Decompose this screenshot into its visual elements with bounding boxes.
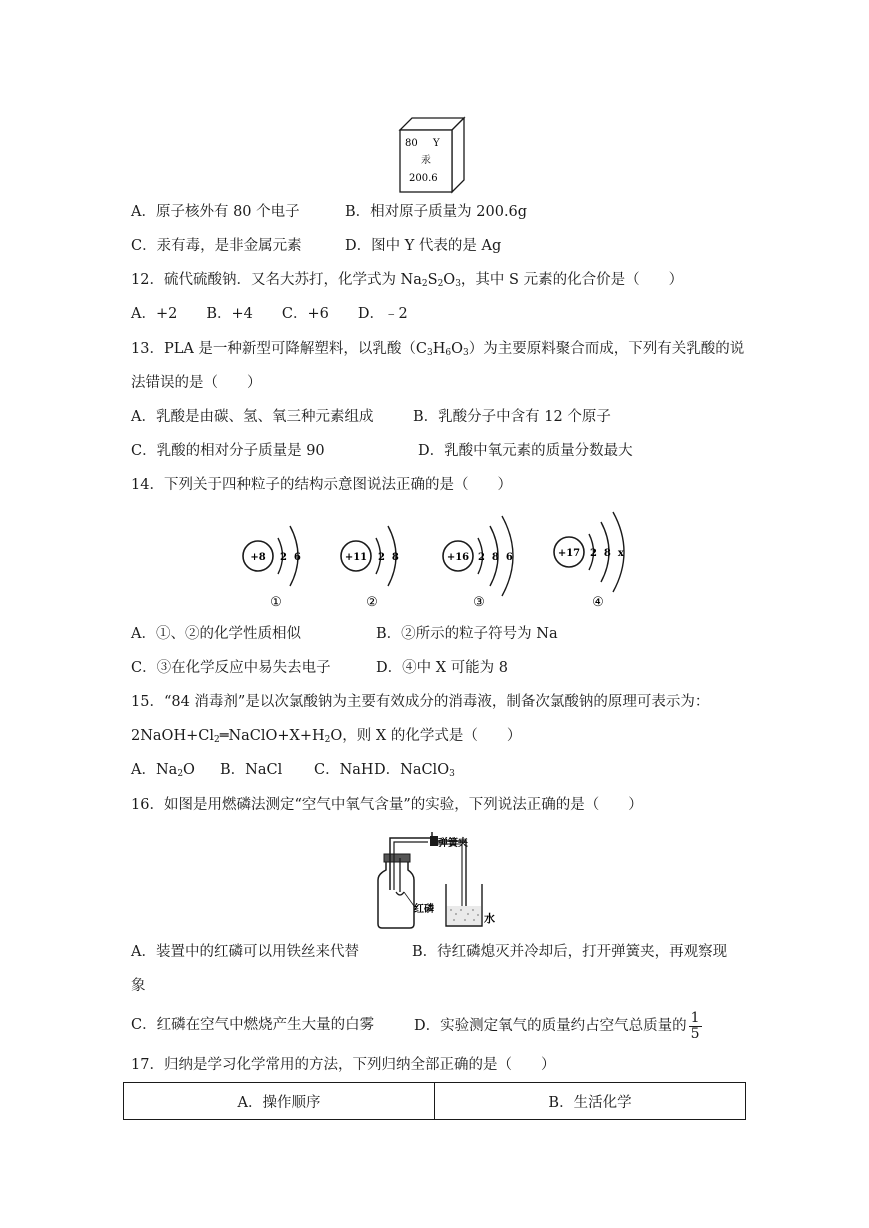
q16-option-a: A．装置中的红磷可以用铁丝来代替 [131,944,359,960]
element-number: 80 [405,138,418,149]
atom-diagram-1 [243,526,301,610]
q11-option-a: A．原子核外有 80 个电子 [131,204,300,220]
q15-option-b: B．NaCl [220,762,283,778]
clip-label: 弹簧夹 [438,838,468,849]
q16-option-b-continued: 象 [131,978,146,994]
q11-option-b: B．相对原子质量为 200.6g [345,204,528,220]
table-header-b: B．生活化学 [435,1083,746,1120]
fraction-one-fifth: $\frac{1}{5}$ [690,1009,700,1042]
q15-option-c: C．NaH [314,762,374,778]
nucleus-label-1: +8 [250,552,266,563]
shell-label-2: 2 8 [378,552,399,563]
element-tile-figure [397,108,467,194]
q16-option-b: B．待红磷熄灭并冷却后，打开弹簧夹，再观察现 [412,944,728,960]
shell-label-4: 2 8 x [590,548,624,559]
table-header-a: A．操作顺序 [124,1083,435,1120]
diagram-number-1: ① [270,595,282,610]
q11-option-c: C．汞有毒，是非金属元素 [131,238,302,254]
q14-option-d: D．④中 X 可能为 8 [376,660,509,676]
atom-diagram-4 [554,512,625,610]
q12-stem: 12．硫代硫酸钠．又名大苏打，化学式为 $Na_2S_2O_3$，其中 S 元素的化合价是（ ） [131,272,684,289]
q16-stem: 16．如图是用燃磷法测定“空气中氧气含量”的实验，下列说法正确的是（ ） [131,797,643,813]
q14-stem: 14．下列关于四种粒子的结构示意图说法正确的是（ ） [131,477,512,493]
q17-table [123,1082,746,1120]
q13-stem-line2: 法错误的是（ ） [131,375,262,391]
q13-option-a: A．乳酸是由碳、氢、氧三种元素组成 [131,409,374,425]
q15-option-d: D．NaClO$_3$ [374,762,455,779]
water-label: 水 [484,912,495,925]
atom-diagram-2 [341,526,399,610]
element-name: 汞 [421,155,431,166]
shell-label-3: 2 8 6 [478,552,513,563]
atomic-structure-diagrams [238,510,638,614]
q12-options: A．+2 B．+4 C．+6 D．﹣2 [131,306,408,322]
phosphorus-experiment-figure [370,830,500,932]
q16-option-d: D．实验测定氧气的质量约占空气总质量的 $\frac{1}{5}$ [414,1009,700,1042]
q13-option-d: D．乳酸中氧元素的质量分数最大 [418,443,633,459]
diagram-number-3: ③ [473,595,485,610]
nucleus-label-3: +16 [446,552,470,563]
q13-option-b: B．乳酸分子中含有 12 个原子 [413,409,611,425]
q14-option-a: A．①、②的化学性质相似 [131,626,301,642]
shell-label-1: 2 6 [280,552,301,563]
diagram-number-2: ② [366,595,378,610]
atom-diagram-3 [443,516,513,610]
q13-stem: 13．PLA 是一种新型可降解塑料，以乳酸$(C_3H_6O_3)$为主要原料聚合而成，下列有关乳酸的说 [131,341,745,358]
q14-option-c: C．③在化学反应中易失去电子 [131,660,331,676]
q11-option-d: D．图中 Y 代表的是 Ag [345,238,502,254]
q15-stem: 15．“84 消毒剂”是以次氯酸钠为主要有效成分的消毒液，制备次氯酸钠的原理可表示为： [131,694,710,710]
nucleus-label-4: +17 [557,548,581,559]
q16-option-c: C．红磷在空气中燃烧产生大量的白雾 [131,1017,375,1033]
q17-stem: 17．归纳是学习化学常用的方法，下列归纳全部正确的是（ ） [131,1057,556,1073]
table-row [124,1083,746,1120]
q13-option-c: C．乳酸的相对分子质量是 90 [131,443,325,459]
element-mass: 200.6 [409,173,438,184]
q14-option-b: B．②所示的粒子符号为 Na [376,626,558,642]
element-symbol: Y [433,138,440,149]
nucleus-label-2: +11 [344,552,368,563]
phosphorus-label: 红磷 [414,904,434,915]
q15-option-a: A．$Na_2O$ [131,762,195,779]
diagram-number-4: ④ [592,595,604,610]
q15-equation: $2NaOH+Cl_2═NaClO+X+H_2O$，则 X 的化学式是（ ） [131,728,522,745]
